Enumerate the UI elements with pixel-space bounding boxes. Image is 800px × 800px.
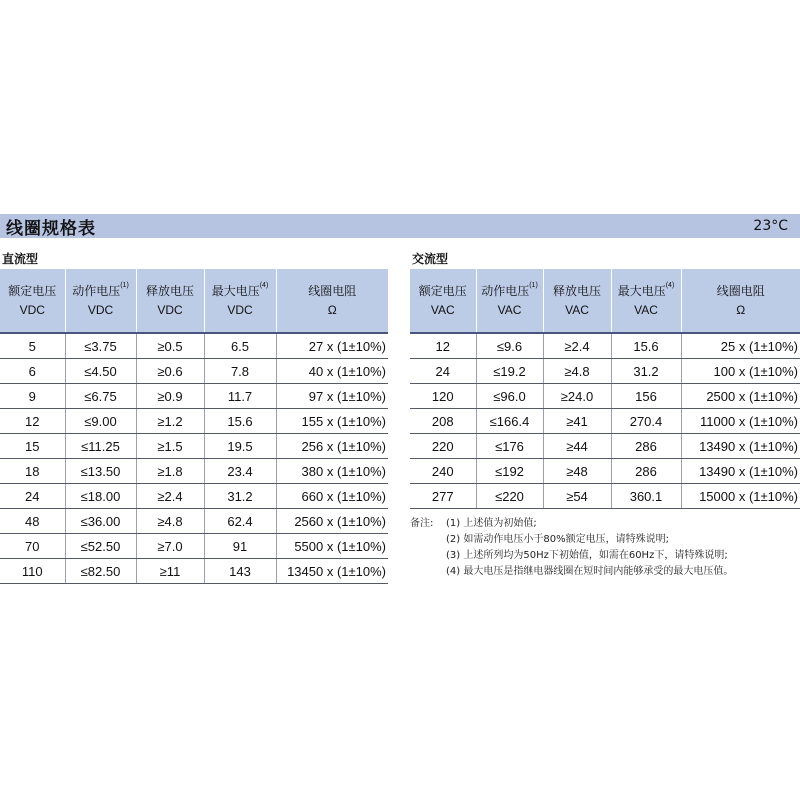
table-cell: 256 x (1±10%) [276,434,388,459]
table-cell: ≥24.0 [543,384,611,409]
note-item: (2) 如需动作电压小于80%额定电压，请特殊说明; [446,534,669,545]
table-row [410,409,800,434]
table-cell: ≥4.8 [136,509,204,534]
table-cell: ≤6.75 [65,384,136,409]
table-cell: 110 [0,559,65,584]
header-name: 释放电压 [552,283,601,298]
ac-header-cell [543,269,611,333]
table-cell: ≥4.8 [543,359,611,384]
title-bar [0,214,800,238]
ac-header-cell [611,269,681,333]
table-cell: ≥0.9 [136,384,204,409]
table-cell: 2560 x (1±10%) [276,509,388,534]
table-cell: ≥2.4 [543,333,611,359]
header-unit: VDC [227,302,253,317]
table-cell: 13450 x (1±10%) [276,559,388,584]
table-cell: ≤13.50 [65,459,136,484]
table-cell: 360.1 [611,484,681,509]
dc-header-cell [65,269,136,333]
table-cell: ≥41 [543,409,611,434]
table-cell: 15.6 [611,333,681,359]
table-cell: 100 x (1±10%) [681,359,800,384]
table-cell: 156 [611,384,681,409]
header-footnote-ref: (4) [259,281,269,289]
table-cell: 15.6 [204,409,276,434]
table-cell: ≥1.2 [136,409,204,434]
table-cell: ≤52.50 [65,534,136,559]
header-footnote-ref: (1) [529,281,538,289]
table-cell: 40 x (1±10%) [276,359,388,384]
header-unit: VDC [19,302,45,317]
table-cell: 24 [0,484,65,509]
table-cell: ≥0.5 [136,333,204,359]
table-cell: 23.4 [204,459,276,484]
table-cell: 208 [410,409,476,434]
table-cell: 31.2 [611,359,681,384]
table-cell: 380 x (1±10%) [276,459,388,484]
table-cell: 62.4 [204,509,276,534]
table-cell: 25 x (1±10%) [681,333,800,359]
table-cell: 270.4 [611,409,681,434]
dc-caption: 直流型 [2,252,39,266]
table-row [0,384,388,409]
table-cell: ≤36.00 [65,509,136,534]
table-row [0,559,388,584]
table-row [0,409,388,434]
note-item: (1) 上述值为初始值; [446,518,537,529]
table-cell: 27 x (1±10%) [276,333,388,359]
table-cell: 220 [410,434,476,459]
ac-header-cell [681,269,800,333]
table-cell: ≤11.25 [65,434,136,459]
header-name: 最大电压$^{(4)}$ [617,281,675,298]
table-cell: ≤220 [476,484,543,509]
table-cell: 18 [0,459,65,484]
table-row [0,359,388,384]
table-cell: 12 [0,409,65,434]
table-cell: ≤96.0 [476,384,543,409]
ac-header-cell [410,269,476,333]
table-row [0,333,388,359]
ac-header-cell [476,269,543,333]
header-footnote-ref: (4) [665,281,675,289]
table-cell: 6 [0,359,65,384]
table-cell: 143 [204,559,276,584]
header-name: 线圈电阻 [308,283,357,298]
table-row [410,359,800,384]
table-cell: ≥1.5 [136,434,204,459]
dc-header-cell [204,269,276,333]
table-cell: ≤82.50 [65,559,136,584]
table-cell: 13490 x (1±10%) [681,459,800,484]
note-item: (3) 上述所列均为50Hz下初始值，如需在60Hz下，请特殊说明; [446,550,728,561]
table-cell: 24 [410,359,476,384]
table-row [0,434,388,459]
header-name: 释放电压 [145,283,194,298]
header-name: 额定电压 [8,283,57,298]
table-cell: 19.5 [204,434,276,459]
table-cell: ≥44 [543,434,611,459]
table-cell: 15 [0,434,65,459]
table-cell: 31.2 [204,484,276,509]
table-cell: 13490 x (1±10%) [681,434,800,459]
table-cell: ≥7.0 [136,534,204,559]
table-cell: 12 [410,333,476,359]
table-cell: 286 [611,434,681,459]
table-cell: ≤19.2 [476,359,543,384]
notes-label: 备注: [410,518,434,529]
table-cell: ≤4.50 [65,359,136,384]
table-cell: 11000 x (1±10%) [681,409,800,434]
table-cell: 286 [611,459,681,484]
table-row [0,534,388,559]
note-item: (4) 最大电压是指继电器线圈在短时间内能够承受的最大电压值。 [446,566,734,577]
table-cell: ≥1.8 [136,459,204,484]
table-row [0,459,388,484]
table-cell: ≤9.00 [65,409,136,434]
dc-table-body [0,333,388,584]
dc-header-cell [0,269,65,333]
table-cell: ≤3.75 [65,333,136,359]
header-unit: VDC [157,302,183,317]
table-cell: 11.7 [204,384,276,409]
table-cell: ≤9.6 [476,333,543,359]
table-row [410,384,800,409]
header-name: 动作电压$^{(1)}$ [72,281,129,298]
ac-table-body [410,333,800,509]
page-title: 线圈规格表 [6,218,96,239]
header-unit: Ω [736,302,746,317]
table-cell: ≥0.6 [136,359,204,384]
note-row [410,548,733,564]
table-cell: ≤192 [476,459,543,484]
header-unit: VAC [634,302,658,317]
header-unit: VAC [430,302,455,317]
notes-block [410,516,733,580]
table-cell: ≥2.4 [136,484,204,509]
header-name: 最大电压$^{(4)}$ [211,281,269,298]
table-cell: ≥54 [543,484,611,509]
table-row [410,333,800,359]
table-cell: 5500 x (1±10%) [276,534,388,559]
table-cell: 97 x (1±10%) [276,384,388,409]
header-unit: VAC [497,302,522,317]
table-cell: ≥11 [136,559,204,584]
ac-header-row [410,269,800,333]
table-cell: 120 [410,384,476,409]
header-unit: Ω [327,302,337,317]
table-cell: 155 x (1±10%) [276,409,388,434]
table-row [410,484,800,509]
header-unit: VDC [87,302,114,317]
table-cell: ≤18.00 [65,484,136,509]
table-cell: 9 [0,384,65,409]
header-unit: VAC [565,302,589,317]
table-cell: ≤176 [476,434,543,459]
table-row [0,509,388,534]
dc-header-cell [136,269,204,333]
table-cell: 91 [204,534,276,559]
ac-caption: 交流型 [412,252,449,266]
note-row [410,516,733,532]
table-cell: 5 [0,333,65,359]
table-cell: 70 [0,534,65,559]
header-footnote-ref: (1) [120,281,129,289]
dc-header-row [0,269,388,333]
table-cell: 48 [0,509,65,534]
temperature-label: 23°C [753,218,788,234]
header-name: 线圈电阻 [716,283,765,298]
table-row [410,459,800,484]
table-cell: ≥48 [543,459,611,484]
note-row [410,532,733,548]
table-cell: 240 [410,459,476,484]
table-cell: 2500 x (1±10%) [681,384,800,409]
table-row [0,484,388,509]
note-row [410,564,733,580]
dc-header-cell [276,269,388,333]
table-cell: 6.5 [204,333,276,359]
table-cell: 15000 x (1±10%) [681,484,800,509]
header-name: 额定电压 [418,283,467,298]
header-name: 动作电压$^{(1)}$ [481,281,538,298]
dc-coil-table [0,269,388,584]
table-cell: ≤166.4 [476,409,543,434]
table-cell: 660 x (1±10%) [276,484,388,509]
ac-coil-table [410,269,800,509]
table-cell: 7.8 [204,359,276,384]
table-cell: 277 [410,484,476,509]
table-row [410,434,800,459]
